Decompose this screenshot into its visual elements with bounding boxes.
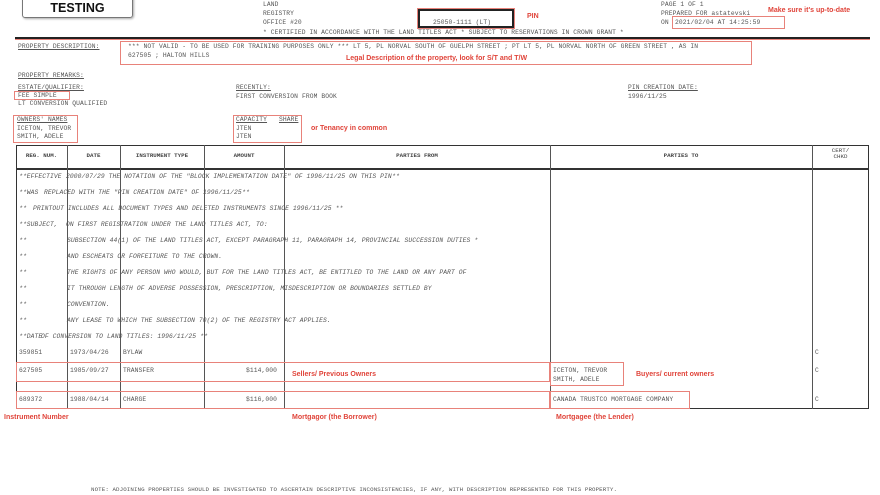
owners-names-label: OWNERS' NAMES [17,116,68,123]
note-prefix: **WAS [19,189,39,196]
owner-name: ICETON, TREVOR [17,125,72,132]
column-header-date: DATE [86,152,101,159]
estate-value: FEE SIMPLE [18,92,57,99]
column-header-cert: CERT/ [831,147,850,154]
note-text: OF CONVERSION TO LAND TITLES: 1996/11/25 ** [41,333,208,340]
recently-value: FIRST CONVERSION FROM BOOK [236,93,337,100]
office-line-registry: REGISTRY [263,10,295,17]
note-text: CONVENTION. [67,301,110,308]
reg-date: 1973/04/26 [70,349,109,356]
note-prefix: ** [19,301,27,308]
estate-value-2: LT CONVERSION QUALIFIED [18,100,108,107]
party-to: SMITH, ADELE [553,376,600,383]
testing-stamp: TESTING [22,0,133,18]
note-prefix: **DATE [19,333,43,340]
note-text: ON FIRST REGISTRATION UNDER THE LAND TITLES ACT, TO: [66,221,268,228]
note-text: SUBSECTION 44(1) OF THE LAND TITLES ACT, EXCEPT PARAGRAPH 11, PARAGRAPH 14, PROVINCIAL SUCCESSION DUTIES * [67,237,479,244]
instrument-type: TRANSFER [123,367,155,374]
annotation-instrument-number: Instrument Number [4,414,69,421]
on-label: ON [661,19,669,26]
pin-creation-label: PIN CREATION DATE: [628,84,698,91]
reg-date: 1985/09/27 [70,367,109,374]
property-description-label: PROPERTY DESCRIPTION: [18,43,100,50]
office-line-land: LAND [263,1,279,8]
table-header-rule [16,168,869,170]
recently-label: RECENTLY: [236,84,271,91]
capacity-label: CAPACITY [236,116,268,123]
note-text: 2000/07/29 THE NOTATION OF THE "BLOCK IMPLEMENTATION DATE" OF 1996/11/25 ON THIS PIN** [66,173,400,180]
note-prefix: **EFFECTIVE [19,173,62,180]
prepared-for: PREPARED FOR astatevski [661,10,751,17]
amount: $116,000 [246,396,278,403]
instrument-type: BYLAW [123,349,143,356]
annotation-tenancy: or Tenancy in common [311,125,388,132]
reg-num: 627505 [19,367,43,374]
note-prefix: **SUBJECT, [19,221,58,228]
annotation-mortgagee: Mortgagee (the Lender) [556,414,634,421]
note-text: REPLACED WITH THE "PIN CREATION DATE" OF 1996/11/25** [44,189,250,196]
pin-value: 25050-1111 (LT) [433,19,492,26]
note-text: ANY LEASE TO WHICH THE SUBSECTION 70(2) OF THE REGISTRY ACT APPLIES. [67,317,331,324]
column-header-chkd: CHKD [833,153,848,160]
header-rule-accent [15,39,870,40]
note-prefix: ** [19,269,27,276]
property-description-line2: 627505 ; HALTON HILLS [128,52,210,59]
pin-creation-value: 1996/11/25 [628,93,667,100]
annotation-buyers: Buyers/ current owners [636,371,715,378]
property-description-line1: *** NOT VALID - TO BE USED FOR TRAINING PURPOSES ONLY *** LT 5, PL NORVAL SOUTH OF GUELPH STREET ; PT LT 5, PL NORVAL NORTH OF GREEN STREET , AS IN [128,43,699,50]
timestamp: 2021/02/04 AT 14:25:59 [675,19,761,26]
column-header-reg-num: REG. NUM. [25,152,58,159]
note-prefix: ** [19,237,27,244]
party-to: ICETON, TREVOR [553,367,608,374]
note-text: PRINTOUT INCLUDES ALL DOCUMENT TYPES AND DELETED INSTRUMENTS SINCE 1996/11/25 ** [33,205,344,212]
reg-num: 689372 [19,396,43,403]
annotation-mortgagor: Mortgagor (the Borrower) [292,414,377,421]
column-header-amount: AMOUNT [233,152,255,159]
capacity-value: JTEN [236,125,252,132]
note-text: AND ESCHEATS OR FORFEITURE TO THE CROWN. [67,253,223,260]
reg-num: 359851 [19,349,43,356]
page-indicator: PAGE 1 OF 1 [661,1,704,8]
certified-line: * CERTIFIED IN ACCORDANCE WITH THE LAND TITLES ACT * SUBJECT TO RESERVATIONS IN CROWN GRANT * [263,29,624,36]
column-header-parties-to: PARTIES TO [663,152,699,159]
footer-note: NOTE: ADJOINING PROPERTIES SHOULD BE INVESTIGATED TO ASCERTAIN DESCRIPTIVE INCONSISTENCIES, IF ANY, WITH DESCRIPTION REPRESENTED FOR THIS PROPERTY. [91,486,618,493]
owner-name: SMITH, ADELE [17,133,64,140]
note-text: IT THROUGH LENGTH OF ADVERSE POSSESSION, PRESCRIPTION, MISDESCRIPTION OR BOUNDARIES SETTLED BY [67,285,432,292]
instrument-type: CHARGE [123,396,147,403]
party-to: CANADA TRUSTCO MORTGAGE COMPANY [553,396,674,403]
note-prefix: ** [19,205,27,212]
note-text: THE RIGHTS OF ANY PERSON WHO WOULD, BUT FOR THE LAND TITLES ACT, BE ENTITLED TO THE LAND OR ANY PART OF [67,269,467,276]
capacity-value: JTEN [236,133,252,140]
share-label: SHARE [279,116,299,123]
note-prefix: ** [19,317,27,324]
column-header-parties-from: PARTIES FROM [396,152,438,159]
note-prefix: ** [19,285,27,292]
column-divider [812,145,813,409]
annotation-pin: PIN [527,13,539,20]
estate-qualifier-label: ESTATE/QUALIFIER: [18,84,84,91]
column-header-instrument-type: INSTRUMENT TYPE [135,152,189,159]
property-remarks-label: PROPERTY REMARKS: [18,72,84,79]
office-line-number: OFFICE #20 [263,19,302,26]
cert-chkd: C [815,396,819,403]
annotation-legal-description: Legal Description of the property, look for S/T and T/W [346,55,528,62]
cert-chkd: C [815,349,819,356]
cert-chkd: C [815,367,819,374]
note-prefix: ** [19,253,27,260]
amount: $114,000 [246,367,278,374]
reg-date: 1988/04/14 [70,396,109,403]
annotation-up-to-date: Make sure it's up-to-date [768,7,851,14]
annotation-sellers: Sellers/ Previous Owners [292,371,377,378]
